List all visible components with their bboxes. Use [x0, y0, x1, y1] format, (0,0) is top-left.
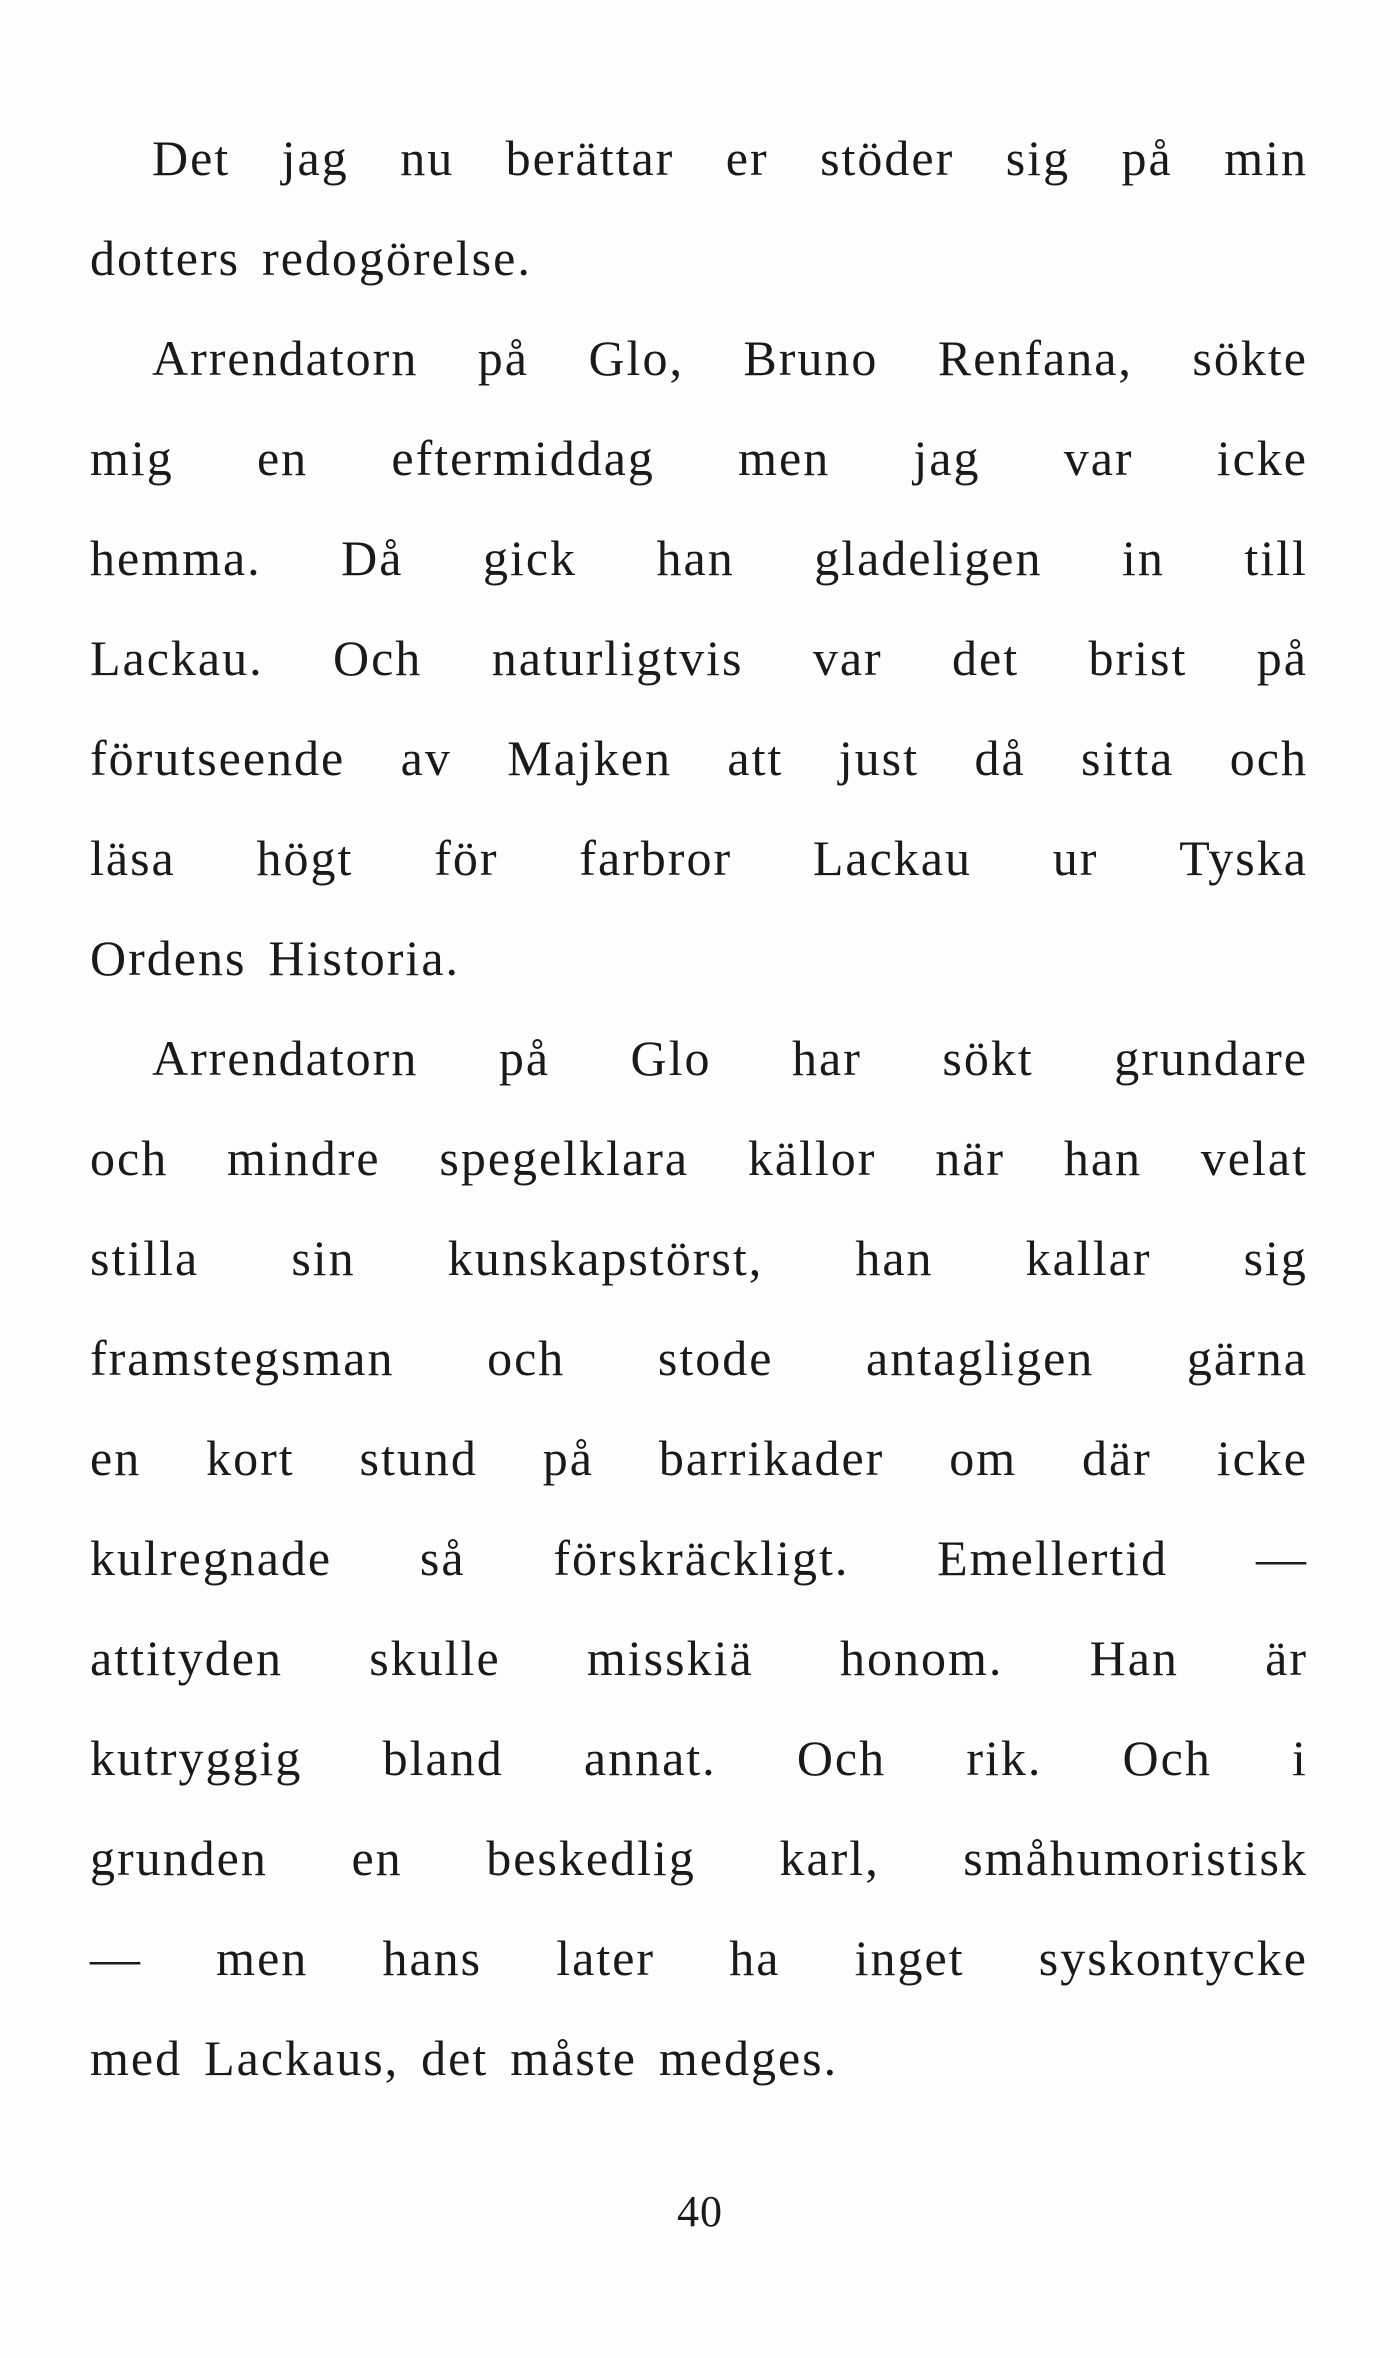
text-line: — men hans later ha inget syskontycke [90, 1930, 1308, 1986]
text-line: hemma. Då gick han gladeligen in till [90, 530, 1308, 586]
body-text [90, 108, 1308, 2108]
text-line: och mindre spegelklara källor när han velat [90, 1130, 1308, 1186]
text-line: en kort stund på barrikader om där icke [90, 1430, 1308, 1486]
text-line: attityden skulle misskiä honom. Han är [90, 1630, 1308, 1686]
text-line: Lackau. Och naturligtvis var det brist på [90, 630, 1308, 686]
text-line: Det jag nu berättar er stöder sig på min [152, 130, 1308, 186]
text-line: med Lackaus, det måste medges. [90, 2030, 839, 2086]
text-line: dotters redogörelse. [90, 230, 532, 286]
text-line: framstegsman och stode antagligen gärna [90, 1330, 1308, 1386]
page-number: 40 [677, 2187, 723, 2236]
text-line: Arrendatorn på Glo, Bruno Renfana, sökte [152, 330, 1308, 386]
text-line: stilla sin kunskapstörst, han kallar sig [90, 1230, 1308, 1286]
text-line: kulregnade så förskräckligt. Emellertid — [90, 1530, 1308, 1586]
text-line: grunden en beskedlig karl, småhumoristisk [90, 1830, 1308, 1886]
text-line: Ordens Historia. [90, 930, 461, 986]
text-line: kutryggig bland annat. Och rik. Och i [90, 1730, 1308, 1786]
text-line: förutseende av Majken att just då sitta och [90, 730, 1308, 786]
text-line: mig en eftermiddag men jag var icke [90, 430, 1308, 486]
text-line: Arrendatorn på Glo har sökt grundare [152, 1030, 1308, 1086]
text-line: läsa högt för farbror Lackau ur Tyska [90, 830, 1308, 886]
